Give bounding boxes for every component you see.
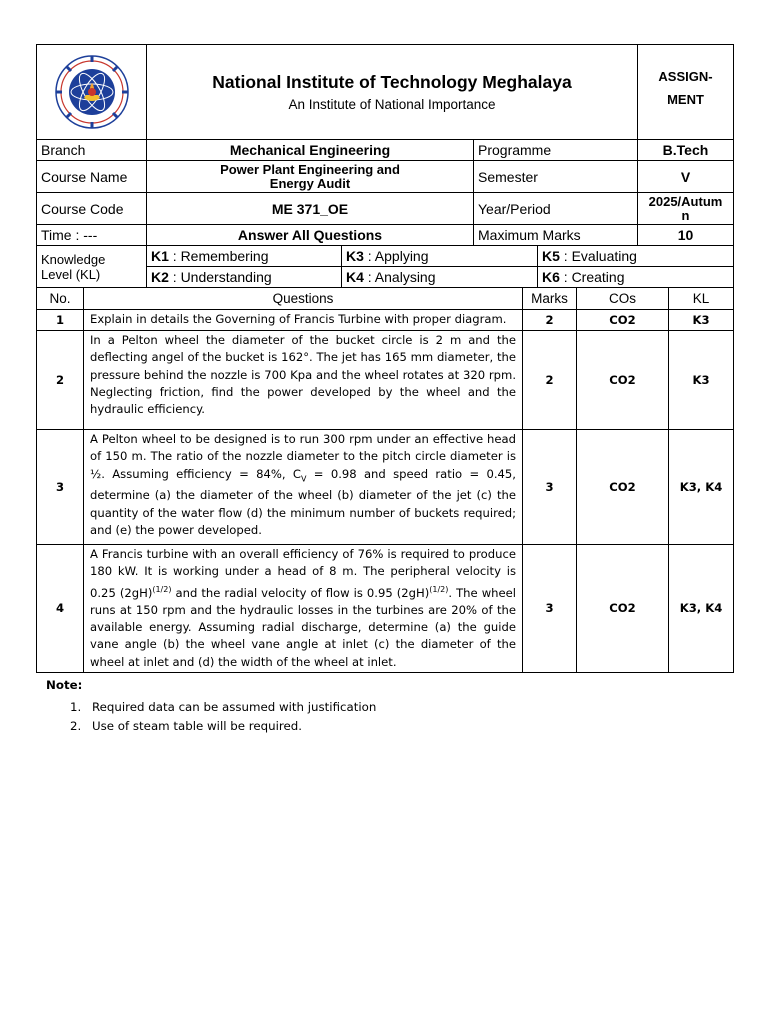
doc-type-line2: MENT xyxy=(667,92,704,107)
kl-item xyxy=(538,267,734,288)
course-name-line2: Energy Audit xyxy=(269,175,351,191)
col-header-marks: Marks xyxy=(523,288,577,310)
kl-desc: : Analysing xyxy=(363,269,436,285)
document-type-cell xyxy=(638,45,734,140)
table-row xyxy=(37,545,734,673)
course-code-value: ME 371_OE xyxy=(147,193,474,225)
list-item xyxy=(70,717,376,736)
kl-label xyxy=(37,246,147,288)
questions-table xyxy=(36,287,734,673)
question-text-part: A Francis turbine with an overall efficiency of 76% is required to produce 180 kW. It is working under a head of 8 m. The peripheral velocity is 0.25 (2gH) xyxy=(90,547,516,600)
year-line1: 2025/Autum xyxy=(648,193,723,209)
question-co: CO2 xyxy=(577,310,669,331)
superscript: (1/2) xyxy=(429,584,449,594)
question-marks: 2 xyxy=(523,310,577,331)
question-kl: K3 xyxy=(669,310,734,331)
max-marks-value: 10 xyxy=(638,225,734,246)
question-number: 1 xyxy=(37,310,84,331)
kl-desc: : Evaluating xyxy=(559,248,637,264)
question-number: 3 xyxy=(37,430,84,545)
list-text: Use of steam table will be required. xyxy=(92,718,302,733)
header-table xyxy=(36,44,734,246)
list-item xyxy=(70,698,376,717)
question-text-part: and the radial velocity of flow is 0.95 (2gH) xyxy=(171,585,430,600)
kl-code: K4 xyxy=(346,269,364,285)
knowledge-level-table xyxy=(36,245,734,288)
kl-label-line1: Knowledge xyxy=(41,251,106,267)
kl-item xyxy=(342,246,538,267)
time-label: Time : --- xyxy=(37,225,147,246)
question-number: 2 xyxy=(37,331,84,430)
semester-value: V xyxy=(638,161,734,193)
kl-label-line2: Level (KL) xyxy=(41,266,101,282)
col-header-cos: COs xyxy=(577,288,669,310)
programme-label: Programme xyxy=(474,140,638,161)
year-label: Year/Period xyxy=(474,193,638,225)
logo-cell xyxy=(37,45,147,140)
question-co: CO2 xyxy=(577,545,669,673)
kl-code: K2 xyxy=(151,269,169,285)
table-row xyxy=(37,331,734,430)
year-line2: n xyxy=(681,207,690,223)
question-marks: 2 xyxy=(523,331,577,430)
table-row xyxy=(37,430,734,545)
institute-tagline: An Institute of National Importance xyxy=(288,97,496,112)
kl-item xyxy=(538,246,734,267)
question-kl: K3, K4 xyxy=(669,430,734,545)
kl-code: K6 xyxy=(542,269,560,285)
question-marks: 3 xyxy=(523,430,577,545)
kl-item xyxy=(342,267,538,288)
list-number: 2. xyxy=(70,718,82,733)
year-value xyxy=(638,193,734,225)
programme-value: B.Tech xyxy=(638,140,734,161)
kl-item xyxy=(147,246,342,267)
institute-title-cell xyxy=(147,45,638,140)
kl-desc: : Understanding xyxy=(168,269,272,285)
superscript: (1/2) xyxy=(152,584,172,594)
kl-desc: : Applying xyxy=(363,248,429,264)
kl-code: K5 xyxy=(542,248,560,264)
col-header-questions: Questions xyxy=(84,288,523,310)
question-text xyxy=(84,545,523,673)
question-kl: K3 xyxy=(669,331,734,430)
semester-label: Semester xyxy=(474,161,638,193)
question-text xyxy=(84,430,523,545)
question-kl: K3, K4 xyxy=(669,545,734,673)
nit-meghalaya-logo xyxy=(54,54,130,130)
question-text-part: . The wheel runs at 150 rpm and the hydraulic losses in the turbines are 20% of the available energy. Assuming radial discharge, determine (a) the guide vane angle (b) the wheel vane angle at inlet (c) the diameter of the wheel at inlet and (d) the width of the wheel at inlet. xyxy=(90,585,517,669)
kl-desc: : Creating xyxy=(559,269,625,285)
kl-code: K1 xyxy=(151,248,169,264)
doc-type-line1: ASSIGN- xyxy=(658,69,713,84)
kl-item xyxy=(147,267,342,288)
course-code-label: Course Code xyxy=(37,193,147,225)
max-marks-label: Maximum Marks xyxy=(474,225,638,246)
col-header-kl: KL xyxy=(669,288,734,310)
branch-value: Mechanical Engineering xyxy=(147,140,474,161)
list-text: Required data can be assumed with justification xyxy=(92,700,377,714)
course-name-value xyxy=(147,161,474,193)
question-text-part: = 0.98 and speed ratio = 0.45, determine (a) the diameter of the wheel (b) diameter of the jet (c) the quantity of the water flow (d) the minimum number of buckets required; and (e) the power developed. xyxy=(90,466,516,537)
question-co: CO2 xyxy=(577,430,669,545)
question-co: CO2 xyxy=(577,331,669,430)
question-marks: 3 xyxy=(523,545,577,673)
table-row xyxy=(37,310,734,331)
kl-code: K3 xyxy=(346,248,364,264)
institute-name: National Institute of Technology Meghalaya xyxy=(212,72,572,92)
notes-title: Note: xyxy=(46,678,83,692)
col-header-no: No. xyxy=(37,288,84,310)
list-number: 1. xyxy=(70,700,82,714)
question-number: 4 xyxy=(37,545,84,673)
notes-section xyxy=(46,678,376,735)
course-name-label: Course Name xyxy=(37,161,147,193)
kl-desc: : Remembering xyxy=(168,248,269,264)
subscript: V xyxy=(301,473,307,483)
question-text-part: A Pelton wheel to be designed is to run 300 rpm under an effective head of 150 m. The ratio of the nozzle diameter to the pitch circle diameter is ½. Assuming efficiency = 84%, C xyxy=(90,432,516,481)
question-text: In a Pelton wheel the diameter of the bucket circle is 2 m and the deflecting angel of the bucket is 162°. The jet has 165 mm diameter, the pressure behind the nozzle is 700 Kpa and the wheel rotates at 320 rpm. Neglecting friction, find the power developed by the wheel and the hydraulic efficiency. xyxy=(84,331,523,430)
instruction-text: Answer All Questions xyxy=(147,225,474,246)
course-name-line1: Power Plant Engineering and xyxy=(220,161,400,177)
branch-label: Branch xyxy=(37,140,147,161)
question-text: Explain in details the Governing of Francis Turbine with proper diagram. xyxy=(84,310,523,331)
